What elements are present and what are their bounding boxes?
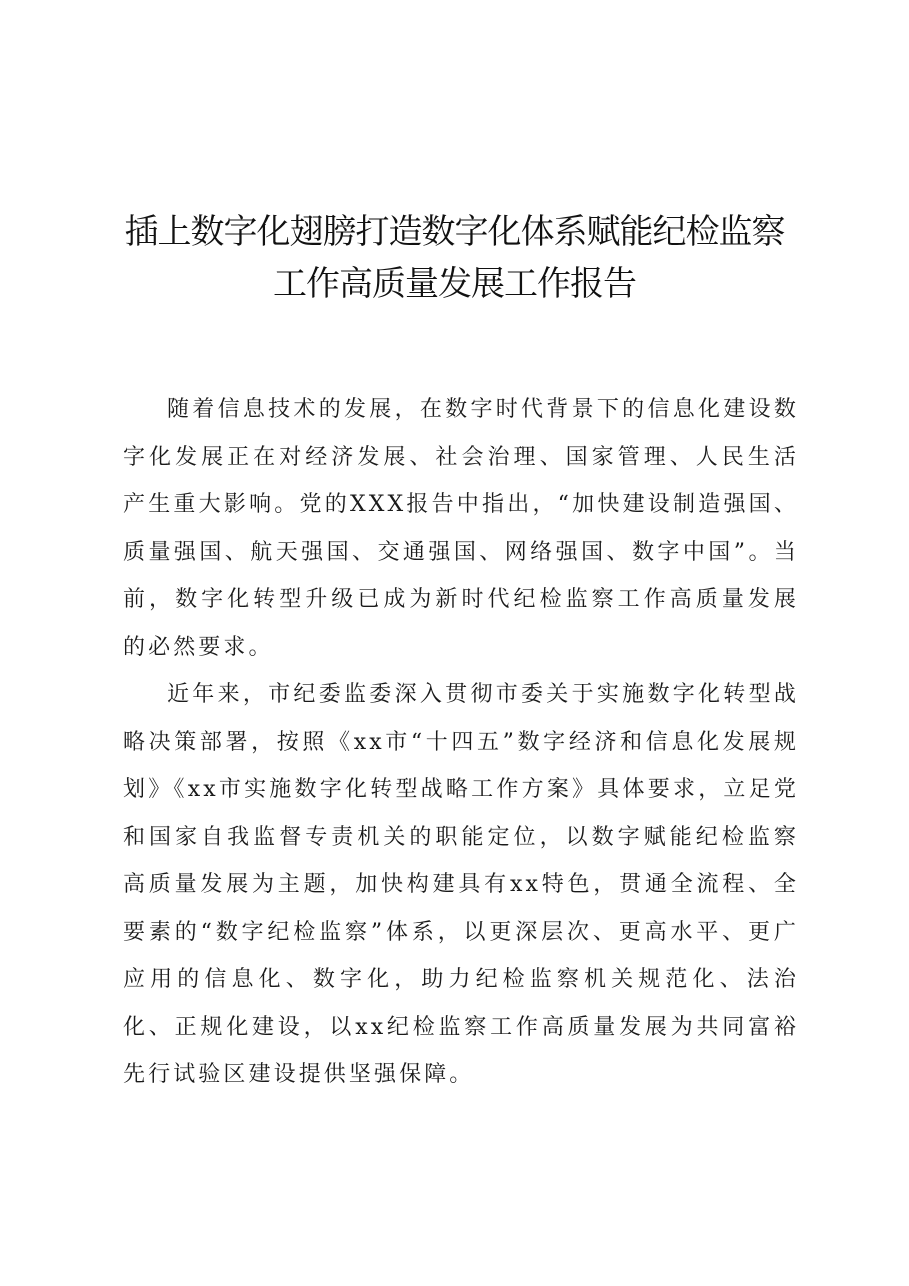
paragraph-recent-years: 近年来，市纪委监委深入贯彻市委关于实施数字化转型战略决策部署，按照《xx市“十四五”数字经济和信息化发展规划》《xx市实施数字化转型战略工作方案》具体要求，立足党和国家自我监督专责机关的职能定位，以数字赋能纪检监察高质量发展为主题，加快构建具有xx特色，贯通全流程、全要素的“数字纪检监察”体系，以更深层次、更高水平、更广应用的信息化、数字化，助力纪检监察机关规范化、法治化、正规化建设，以xx纪检监察工作高质量发展为共同富裕先行试验区建设提供坚强保障。 (123, 682, 799, 1087)
title-line-1: 插上数字化翅膀打造数字化体系赋能纪检监察 (124, 212, 785, 252)
document-title (80, 206, 829, 310)
paragraph-intro: 随着信息技术的发展，在数字时代背景下的信息化建设数字化发展正在对经济发展、社会治理、国家管理、人民生活产生重大影响。党的XXX报告中指出，“加快建设制造强国、质量强国、航天强国、交通强国、网络强国、数字中国”。当前，数字化转型升级已成为新时代纪检监察工作高质量发展的必然要求。 (123, 397, 799, 660)
document-body (123, 386, 799, 1099)
title-line-2: 工作高质量发展工作报告 (273, 264, 636, 304)
